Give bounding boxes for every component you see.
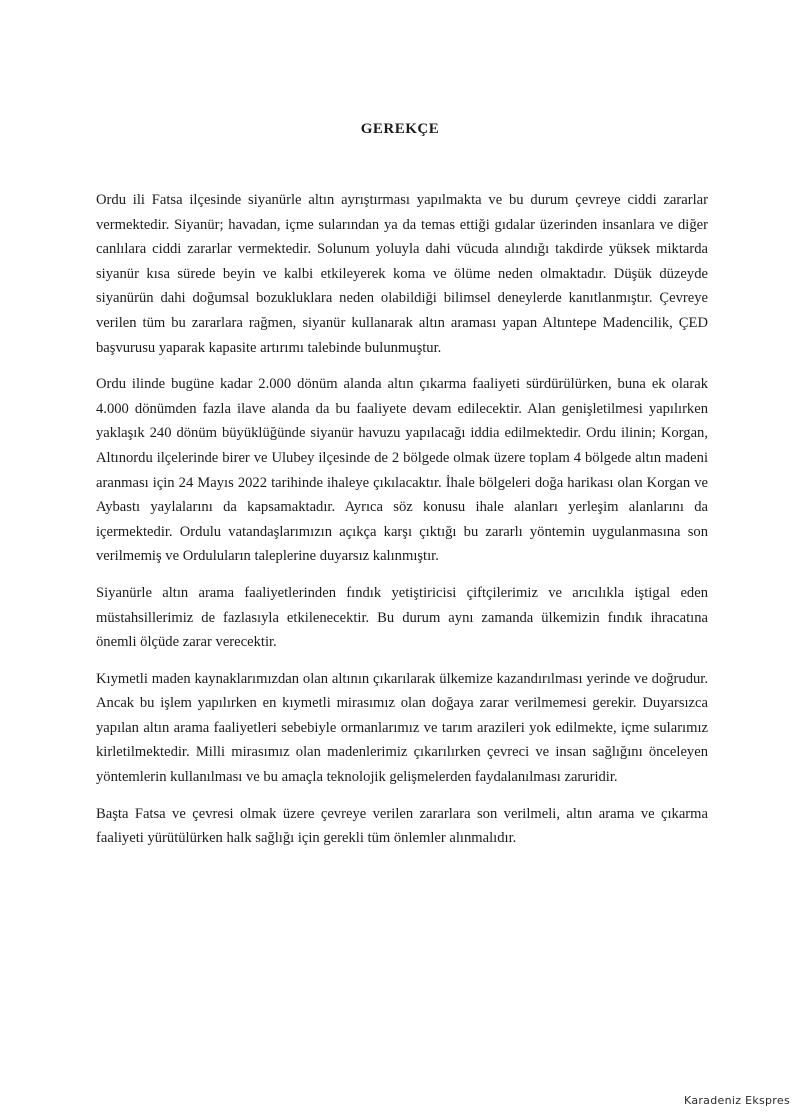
paragraph-4: Kıymetli maden kaynaklarımızdan olan altının çıkarılarak ülkemize kazandırılması yerinde ve doğrudur. Ancak bu işlem yapılırken en kıymetli mirasımız olan doğaya zarar verilmemesi gerekir. Duyarsızca yapılan altın arama faaliyetleri sebebiyle ormanlarımız ve tarım arazileri yok edilmekte, içme sularımız kirletilmektedir. Milli mirasımız olan madenlerimiz çıkarılırken çevreci ve insan sağlığını önceleyen yöntemlerin kullanılması ve bu amaçla teknolojik gelişmelerden faydalanılması zaruridir.	[96, 670, 708, 786]
paragraph-5: Başta Fatsa ve çevresi olmak üzere çevreye verilen zararlara son verilmeli, altın arama ve çıkarma faaliyeti yürütülürken halk sağlığı için gerekli tüm önlemler alınmalıdır.	[96, 805, 708, 847]
document-body	[96, 188, 708, 863]
paragraph-3: Siyanürle altın arama faaliyetlerinden fındık yetiştiricisi çiftçilerimiz ve arıcılıkla iştigal eden müstahsillerimiz de fazlasıyla etkilenecektir. Bu durum aynı zamanda ülkemizin fındık ihracatına önemli ölçüde zarar verecektir.	[96, 584, 708, 651]
page-title: GEREKÇE	[360, 121, 440, 137]
paragraph-2: Ordu ilinde bugüne kadar 2.000 dönüm alanda altın çıkarma faaliyeti sürdürülürken, buna ek olarak 4.000 dönümden fazla ilave alanda da bu faaliyete devam edilecektir. Alan genişletilmesi yapılırken yaklaşık 240 dönüm büyüklüğünde siyanür havuzu yapılacağı iddia edilmektedir. Ordu ilinin; Korgan, Altınordu ilçelerinde birer ve Ulubey ilçesinde de 2 bölgede olmak üzere toplam 4 bölgede altın madeni aranması için 24 Mayıs 2022 tarihinde ihaleye çıkılacaktır. İhale bölgeleri doğa harikası olan Korgan ve Aybastı yaylalarını da kapsamaktadır. Ayrıca söz konusu ihale alanları yerleşim alanlarını da içermektedir. Ordulu vatandaşlarımızın açıkça karşı çıktığı bu zararlı yöntemin uygulanmasına son verilmemiş ve Orduluların taleplerine duyarsız kalınmıştır.	[96, 376, 708, 565]
source-watermark: Karadeniz Ekspres	[684, 1094, 790, 1107]
paragraph-1: Ordu ili Fatsa ilçesinde siyanürle altın ayrıştırması yapılmakta ve bu durum çevreye ciddi zararlar vermektedir. Siyanür; havadan, içme sularından ya da temas ettiği gıdalar üzerinden insanlara ve diğer canlılara ciddi zararlar vermektedir. Solunum yoluyla dahi vücuda alındığı takdirde yüksek miktarda siyanür kısa sürede beyin ve kalbi etkileyerek koma ve ölüme neden olmaktadır. Düşük düzeyde siyanürün dahi doğumsal bozukluklara neden olabildiği bilimsel deneylerde kanıtlanmıştır. Çevreye verilen tüm bu zararlara rağmen, siyanür kullanarak altın araması yapan Altıntepe Madencilik, ÇED başvurusu yaparak kapasite artırımı talebinde bulunmuştur.	[96, 192, 708, 356]
